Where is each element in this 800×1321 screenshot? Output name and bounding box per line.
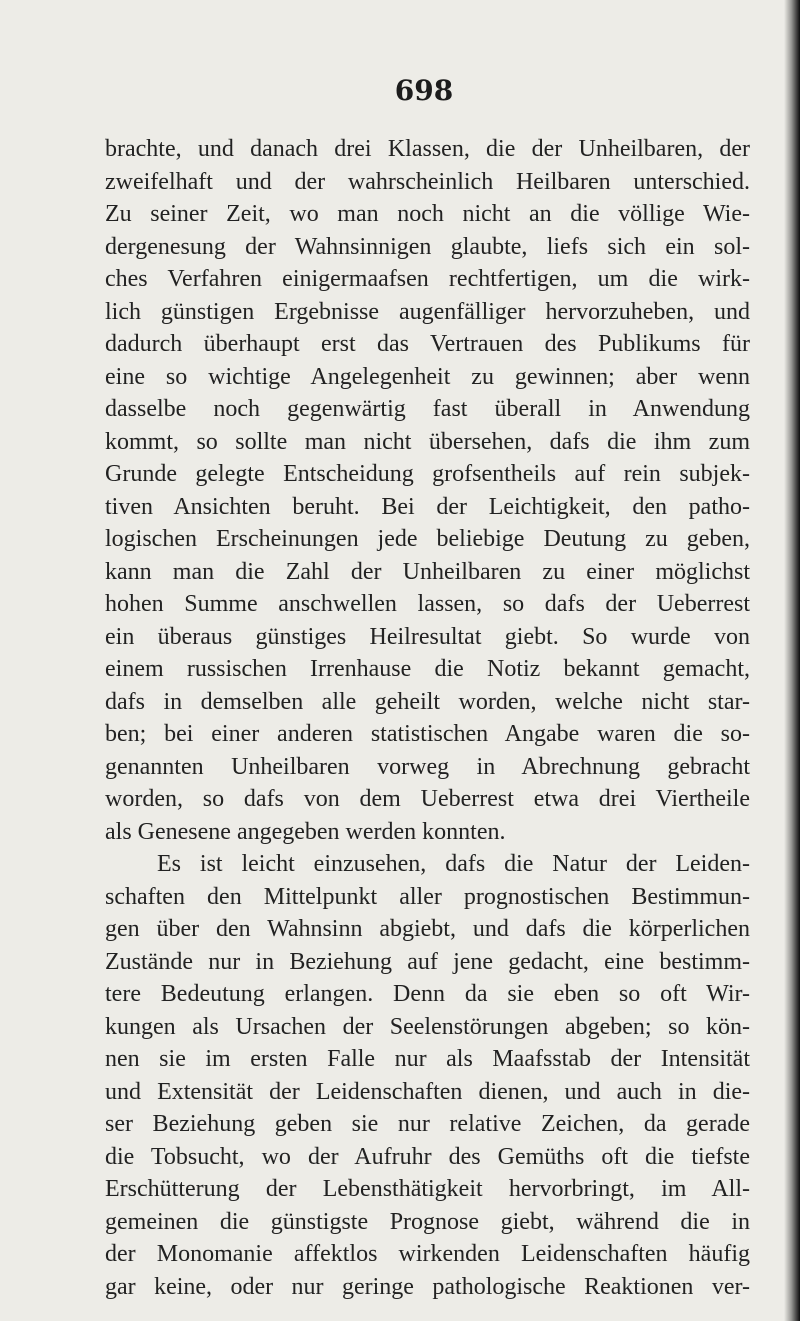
text-line: brachte, und danach drei Klassen, die der Unheilbaren, der xyxy=(105,136,750,162)
text-line: gen über den Wahnsinn abgiebt, und dafs die körperlichen xyxy=(105,916,750,942)
text-line: kommt, so sollte man nicht übersehen, dafs die ihm zum xyxy=(105,428,750,455)
text-line: und Extensität der Leidenschaften dienen, und auch in die- xyxy=(105,1078,750,1105)
text-line: der Monomanie affektlos wirkenden Leidenschaften häufig xyxy=(105,1241,750,1267)
text-line: tiven Ansichten beruht. Bei der Leichtigkeit, den patho- xyxy=(105,493,750,520)
text-line: gemeinen die günstigste Prognose giebt, während die in xyxy=(105,1208,750,1235)
text-line: Erschütterung der Lebensthätigkeit hervorbringt, im All- xyxy=(105,1176,750,1202)
text-line: kann man die Zahl der Unheilbaren zu einer möglichst xyxy=(105,558,750,585)
page-number: 698 xyxy=(394,74,454,107)
text-line: kungen als Ursachen der Seelenstörungen abgeben; so kön- xyxy=(105,1013,750,1040)
text-line: hohen Summe anschwellen lassen, so dafs der Ueberrest xyxy=(105,591,750,617)
text-line: ser Beziehung geben sie nur relative Zeichen, da gerade xyxy=(105,1111,750,1137)
paragraph-end-line: als Genesene angegeben werden konnten. xyxy=(105,818,506,845)
text-line: die Tobsucht, wo der Aufruhr des Gemüths oft die tiefste xyxy=(105,1143,750,1170)
body-text xyxy=(105,133,750,1303)
text-line: einem russischen Irrenhause die Notiz bekannt gemacht, xyxy=(105,656,750,682)
text-line: schaften den Mittelpunkt aller prognostischen Bestimmun- xyxy=(105,883,750,910)
text-line: Grunde gelegte Entscheidung grofsentheils auf rein subjek- xyxy=(105,461,750,487)
text-line: logischen Erscheinungen jede beliebige Deutung zu geben, xyxy=(105,526,750,552)
text-line: genannten Unheilbaren vorweg in Abrechnung gebracht xyxy=(105,753,750,780)
text-line: tere Bedeutung erlangen. Denn da sie eben so oft Wir- xyxy=(105,981,750,1007)
page-edge-shadow xyxy=(784,0,800,1321)
paragraph-start-line: Es ist leicht einzusehen, dafs die Natur der Leiden- xyxy=(157,851,750,877)
text-line: ben; bei einer anderen statistischen Angabe waren die so- xyxy=(105,721,750,747)
text-line: gar keine, oder nur geringe pathologische Reaktionen ver- xyxy=(105,1273,750,1300)
text-line: Zustände nur in Beziehung auf jene gedacht, eine bestimm- xyxy=(105,948,750,975)
text-line: dergenesung der Wahnsinnigen glaubte, liefs sich ein sol- xyxy=(105,233,750,260)
text-line: Zu seiner Zeit, wo man noch nicht an die völlige Wie- xyxy=(105,201,750,227)
text-line: dasselbe noch gegenwärtig fast überall in Anwendung xyxy=(105,396,750,422)
text-line: ein überaus günstiges Heilresultat giebt. So wurde von xyxy=(105,623,750,650)
text-line: lich günstigen Ergebnisse augenfälliger hervorzuheben, und xyxy=(105,298,750,325)
text-line: worden, so dafs von dem Ueberrest etwa drei Viertheile xyxy=(105,786,750,812)
text-line: dafs in demselben alle geheilt worden, welche nicht star- xyxy=(105,688,750,715)
text-line: eine so wichtige Angelegenheit zu gewinnen; aber wenn xyxy=(105,363,750,390)
text-line: dadurch überhaupt erst das Vertrauen des Publikums für xyxy=(105,331,750,357)
text-line: nen sie im ersten Falle nur als Maafsstab der Intensität xyxy=(105,1046,750,1072)
text-line: zweifelhaft und der wahrscheinlich Heilbaren unterschied. xyxy=(105,168,750,195)
text-line: ches Verfahren einigermaafsen rechtfertigen, um die wirk- xyxy=(105,266,750,292)
